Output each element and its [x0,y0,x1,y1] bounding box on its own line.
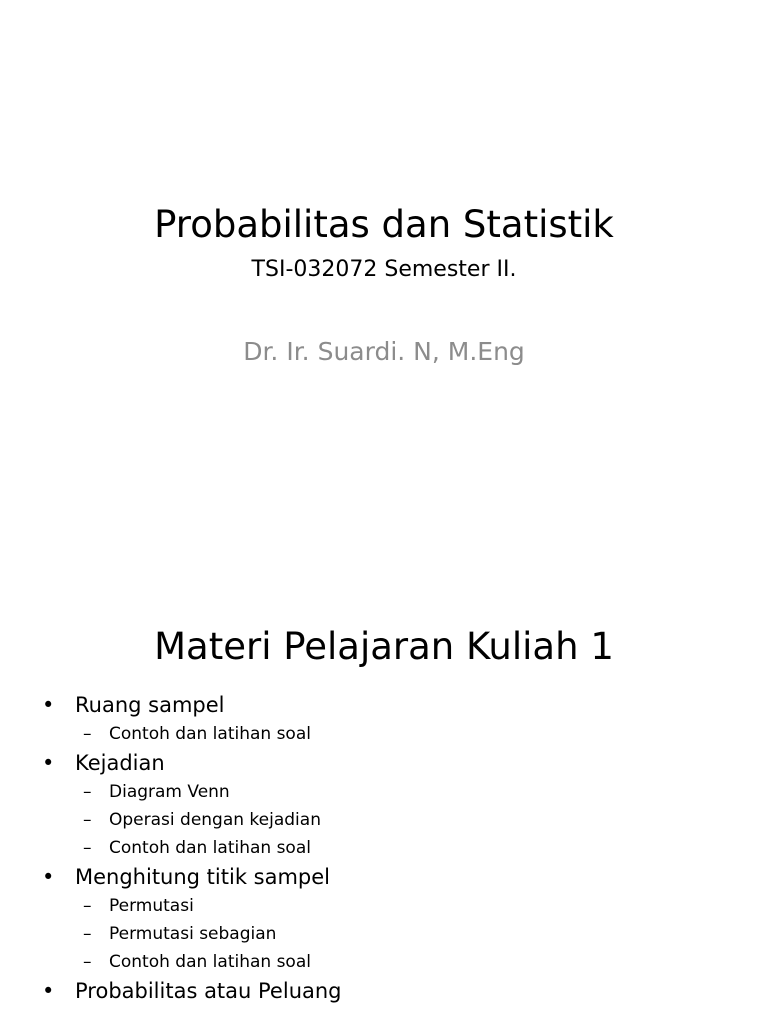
presentation-title: Probabilitas dan Statistik [154,203,614,246]
agenda-subitem: – Permutasi [0,892,768,920]
agenda-subitem: – Contoh dan latihan soal [0,720,768,748]
agenda-subitem: – Contoh dan latihan soal [0,834,768,862]
agenda-subitem: – Contoh dan latihan soal [0,948,768,976]
agenda-item: • Probabilitas atau Peluang [0,976,768,1006]
agenda-title: Materi Pelajaran Kuliah 1 [154,625,614,668]
agenda-list [0,690,768,1006]
agenda-item: • Menghitung titik sampel [0,862,768,892]
course-subtitle: TSI-032072 Semester II. [251,257,517,282]
agenda-subitem: – Permutasi sebagian [0,920,768,948]
agenda-subitem: – Operasi dengan kejadian [0,806,768,834]
agenda-item: • Ruang sampel [0,690,768,720]
agenda-slide [0,576,768,1024]
author-name: Dr. Ir. Suardi. N, M.Eng [243,337,525,366]
agenda-item: • Kejadian [0,748,768,778]
agenda-subitem: – Diagram Venn [0,778,768,806]
